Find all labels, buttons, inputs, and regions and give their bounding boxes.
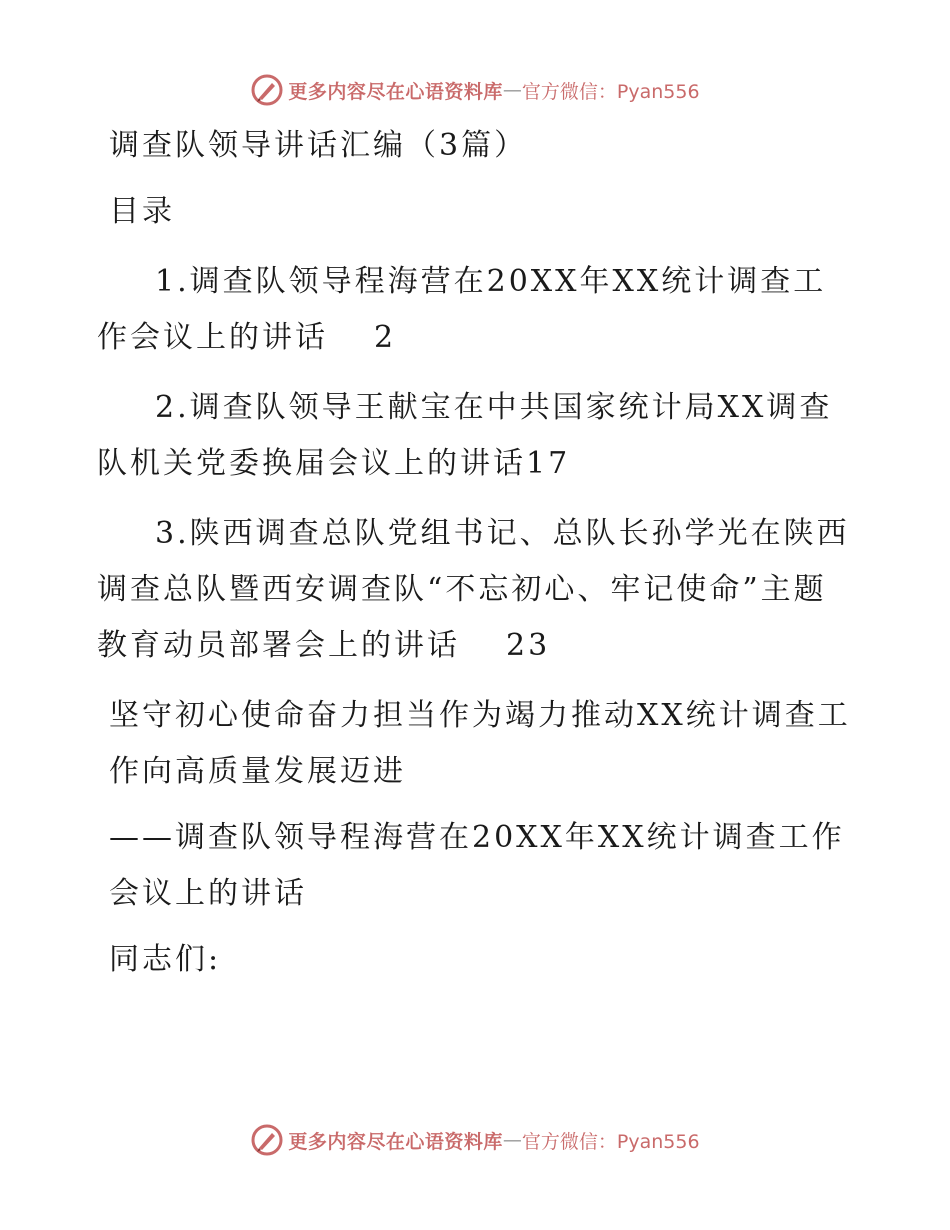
header-watermark [0, 70, 950, 110]
toc-item-page: 17 [526, 446, 571, 481]
greeting: 同志们: [109, 942, 222, 977]
pen-logo-icon [250, 73, 284, 107]
toc-item-page: 23 [506, 628, 551, 663]
toc-item-text: 2.调查队领导王献宝在中共国家统计局XX调查队机关党委换届会议上的讲话 [97, 390, 833, 481]
watermark-text: 更多内容尽在心语资料库 [288, 1130, 503, 1153]
document-body [97, 118, 857, 988]
speech-title: 坚守初心使命奋力担当作为竭力推动XX统计调查工作向高质量发展迈进 [109, 698, 851, 789]
toc-item-text: 3.陕西调查总队党组书记、总队长孙学光在陕西调查总队暨西安调查队“不忘初心、牢记使命”主题教育动员部署会上的讲话 [97, 516, 850, 663]
watermark-separator: — [502, 1129, 522, 1151]
toc-item-1[interactable] [97, 254, 857, 366]
toc-item-3[interactable] [97, 506, 857, 674]
footer-watermark [0, 1120, 950, 1160]
speech-subtitle: ——调查队领导程海营在20XX年XX统计调查工作会议上的讲话 [109, 820, 845, 911]
pen-logo-icon [250, 1123, 284, 1157]
toc-item-text: 1.调查队领导程海营在20XX年XX统计调查工作会议上的讲话 [97, 264, 827, 355]
toc-item-page: 2 [374, 320, 397, 355]
toc-item-2[interactable] [97, 380, 857, 492]
watermark-account: 官方微信：Pyan556 [521, 80, 700, 103]
toc-heading: 目录 [109, 194, 175, 229]
document-title: 调查队领导讲话汇编（3篇） [109, 128, 528, 163]
watermark-text: 更多内容尽在心语资料库 [288, 80, 503, 103]
watermark-account: 官方微信：Pyan556 [521, 1130, 700, 1153]
watermark-separator: — [502, 79, 522, 101]
